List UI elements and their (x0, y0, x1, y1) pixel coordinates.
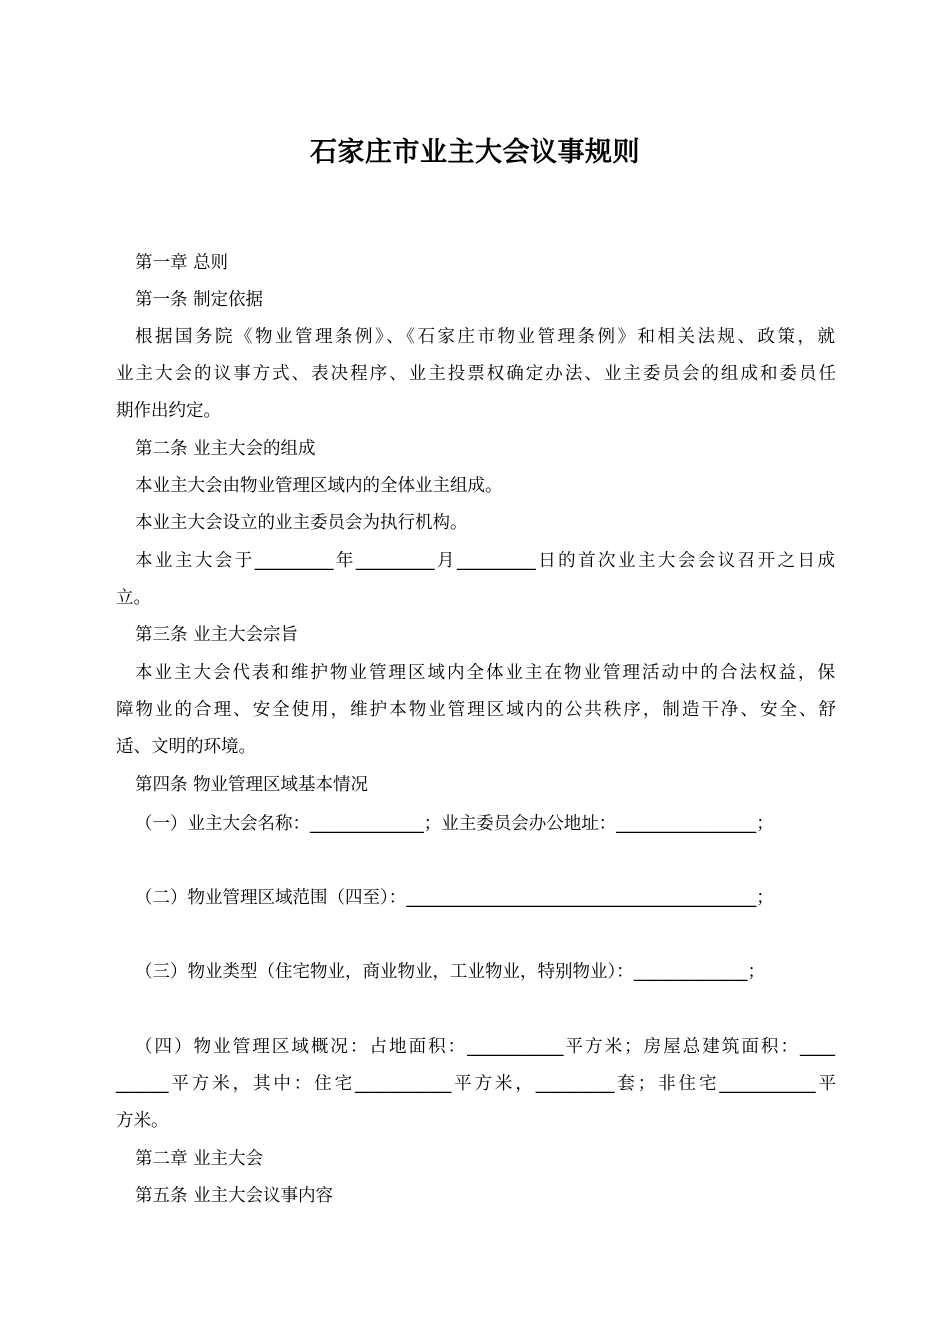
article-4-item-3: （三）物业类型（住宅物业，商业物业，工业物业，特别物业）：_____________； (135, 962, 765, 982)
article-1-paragraph-line-3: 期作出约定。 (116, 401, 221, 421)
article-4-item-2: （二）物业管理区域范围（四至）：________________________________________； (135, 888, 774, 908)
article-2-paragraph-2: 本业主大会设立的业主委员会为执行机构。 (135, 513, 468, 533)
chapter-1-heading: 第一章 总则 (135, 253, 229, 273)
article-2-paragraph-3-line-1: 本业主大会于_________年_________月_________日的首次业主大会会议召开之日成 (135, 551, 835, 571)
article-4-item-1: （一）业主大会名称：_____________；业主委员会办公地址：________________； (135, 814, 774, 834)
article-4-heading: 第四条 物业管理区域基本情况 (135, 775, 369, 795)
article-3-paragraph-line-2: 障物业的合理、安全使用，维护本物业管理区域内的公共秩序，制造干净、安全、舒 (116, 700, 836, 720)
document-title: 石家庄市业主大会议事规则 (310, 137, 640, 168)
article-5-heading: 第五条 业主大会议事内容 (135, 1186, 334, 1206)
article-4-item-4-line-1: （四）物业管理区域概况：占地面积：___________平方米；房屋总建筑面积：____ (135, 1037, 835, 1057)
article-4-item-4-line-2: ______平方米，其中：住宅___________平方米，_________套；非住宅___________平 (116, 1074, 836, 1094)
article-3-paragraph-line-3: 适、文明的环境。 (116, 737, 256, 757)
chapter-2-heading: 第二章 业主大会 (135, 1149, 264, 1169)
article-2-paragraph-3-line-2: 立。 (116, 588, 151, 608)
article-3-heading: 第三条 业主大会宗旨 (135, 625, 299, 645)
article-4-item-4-line-3: 方米。 (116, 1111, 169, 1131)
article-3-paragraph-line-1: 本业主大会代表和维护物业管理区域内全体业主在物业管理活动中的合法权益，保 (135, 663, 835, 683)
article-2-heading: 第二条 业主大会的组成 (135, 439, 316, 459)
article-1-paragraph-line-1: 根据国务院《物业管理条例》、《石家庄市物业管理条例》和相关法规、政策，就 (135, 327, 835, 347)
article-1-paragraph-line-2: 业主大会的议事方式、表决程序、业主投票权确定办法、业主委员会的组成和委员任 (116, 364, 836, 384)
article-2-paragraph-1: 本业主大会由物业管理区域内的全体业主组成。 (135, 476, 503, 496)
article-1-heading: 第一条 制定依据 (135, 290, 264, 310)
